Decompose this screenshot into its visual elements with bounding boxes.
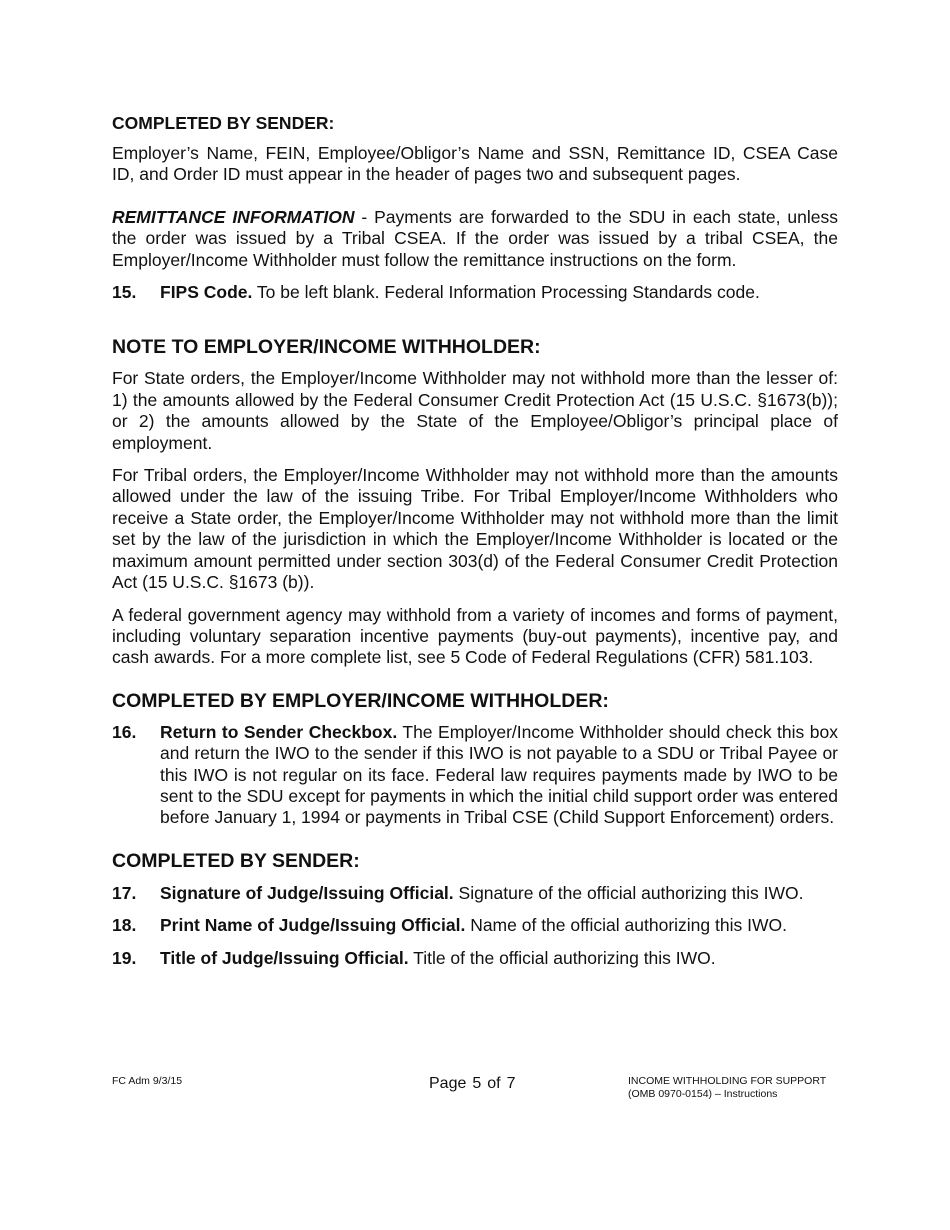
- tribal-orders-paragraph: For Tribal orders, the Employer/Income Withholder may not withhold more than the amounts allowed under the law of the issuing Tribe. For Tribal Employer/Income Withholders who receive a State order, the Employer/Income Withholder may not withhold more than the limit set by the law of the jurisdiction in which the Employer/Income Withholder is located or the maximum amount permitted under section 303(d) of the Federal Consumer Credit Protection Act (15 U.S.C. §1673 (b)).: [112, 465, 838, 593]
- item-description: Signature of the official authorizing this IWO.: [453, 882, 804, 903]
- item-description: Name of the official authorizing this IWO.: [465, 915, 787, 936]
- section-heading-completed-by-sender-2: COMPLETED BY SENDER:: [112, 849, 360, 872]
- section-heading-completed-by-employer: COMPLETED BY EMPLOYER/INCOME WITHHOLDER:: [112, 689, 609, 712]
- item-number: 19.: [112, 947, 137, 968]
- form-title: [628, 1075, 826, 1100]
- instruction-item-17: [112, 883, 838, 904]
- instruction-item-19: [112, 948, 838, 969]
- item-title: Print Name of Judge/Issuing Official.: [160, 915, 466, 936]
- header-requirements-paragraph: Employer’s Name, FEIN, Employee/Obligor’s Name and SSN, Remittance ID, CSEA Case ID, and Order ID must appear in the header of pages two and subsequent pages.: [112, 143, 838, 185]
- item-text: [160, 722, 838, 829]
- page-number: [429, 1075, 522, 1093]
- item-description: Title of the official authorizing this IWO.: [408, 947, 716, 968]
- item-description: The Employer/Income Withholder should check this box and return the IWO to the sender if this IWO is not payable to a SDU or Tribal Payee or this IWO is not regular on its face. Federal law requires payments made by IWO to be sent to the SDU except for payments in which the initial child support order was entered before January 1, 1994 or payments in Tribal CSE (Child Support Enforcement) orders.: [160, 721, 838, 828]
- section-heading-completed-by-sender: COMPLETED BY SENDER:: [112, 113, 335, 133]
- remittance-information-label: REMITTANCE INFORMATION: [112, 206, 355, 227]
- remittance-information-text: - Payments are forwarded to the SDU in each state, unless the order was issued by a Tribal CSEA. If the order was issued by a tribal CSEA, the Employer/Income Withholder must follow the remittance instructions on the form.: [112, 206, 839, 270]
- item-title: Return to Sender Checkbox.: [160, 721, 398, 742]
- page-current: 5: [472, 1075, 482, 1092]
- item-text: [160, 915, 838, 936]
- instruction-item-15: [112, 282, 838, 303]
- item-number: 16.: [112, 721, 137, 742]
- item-title: Signature of Judge/Issuing Official.: [160, 882, 454, 903]
- federal-agency-paragraph: A federal government agency may withhold from a variety of incomes and forms of payment, including voluntary separation incentive payments (buy-out payments), incentive pay, and cash awards. For a more complete list, see 5 Code of Federal Regulations (CFR) 581.103.: [112, 604, 838, 668]
- item-text: [160, 883, 838, 904]
- page-total: 7: [506, 1075, 516, 1092]
- instruction-item-18: [112, 915, 838, 936]
- document-body: [112, 112, 838, 969]
- item-number: 18.: [112, 915, 137, 936]
- item-title: FIPS Code.: [160, 282, 253, 303]
- section-heading-note-to-employer: NOTE TO EMPLOYER/INCOME WITHHOLDER:: [112, 336, 541, 359]
- form-revision-date: FC Adm 9/3/15: [112, 1075, 183, 1087]
- remittance-information-paragraph: [112, 207, 838, 271]
- item-number: 15.: [112, 282, 137, 303]
- item-title: Title of Judge/Issuing Official.: [160, 947, 409, 968]
- item-number: 17.: [112, 882, 137, 903]
- instruction-item-16: [112, 722, 838, 829]
- item-description: To be left blank. Federal Information Processing Standards code.: [252, 282, 760, 303]
- item-text: [160, 282, 838, 303]
- page-footer: [112, 1075, 838, 1115]
- form-title-line-1: INCOME WITHHOLDING FOR SUPPORT: [628, 1075, 827, 1087]
- state-orders-paragraph: For State orders, the Employer/Income Withholder may not withhold more than the lesser of: 1) the amounts allowed by the Federal Consumer Credit Protection Act (15 U.S.C. §1673(b)); or 2) the amounts allowed by the State of the Employee/Obligor’s principal place of employment.: [112, 368, 838, 453]
- item-text: [160, 948, 838, 969]
- page-word: Page: [429, 1075, 467, 1092]
- page-of: of: [487, 1075, 501, 1092]
- form-title-line-2: (OMB 0970-0154) – Instructions: [628, 1087, 778, 1100]
